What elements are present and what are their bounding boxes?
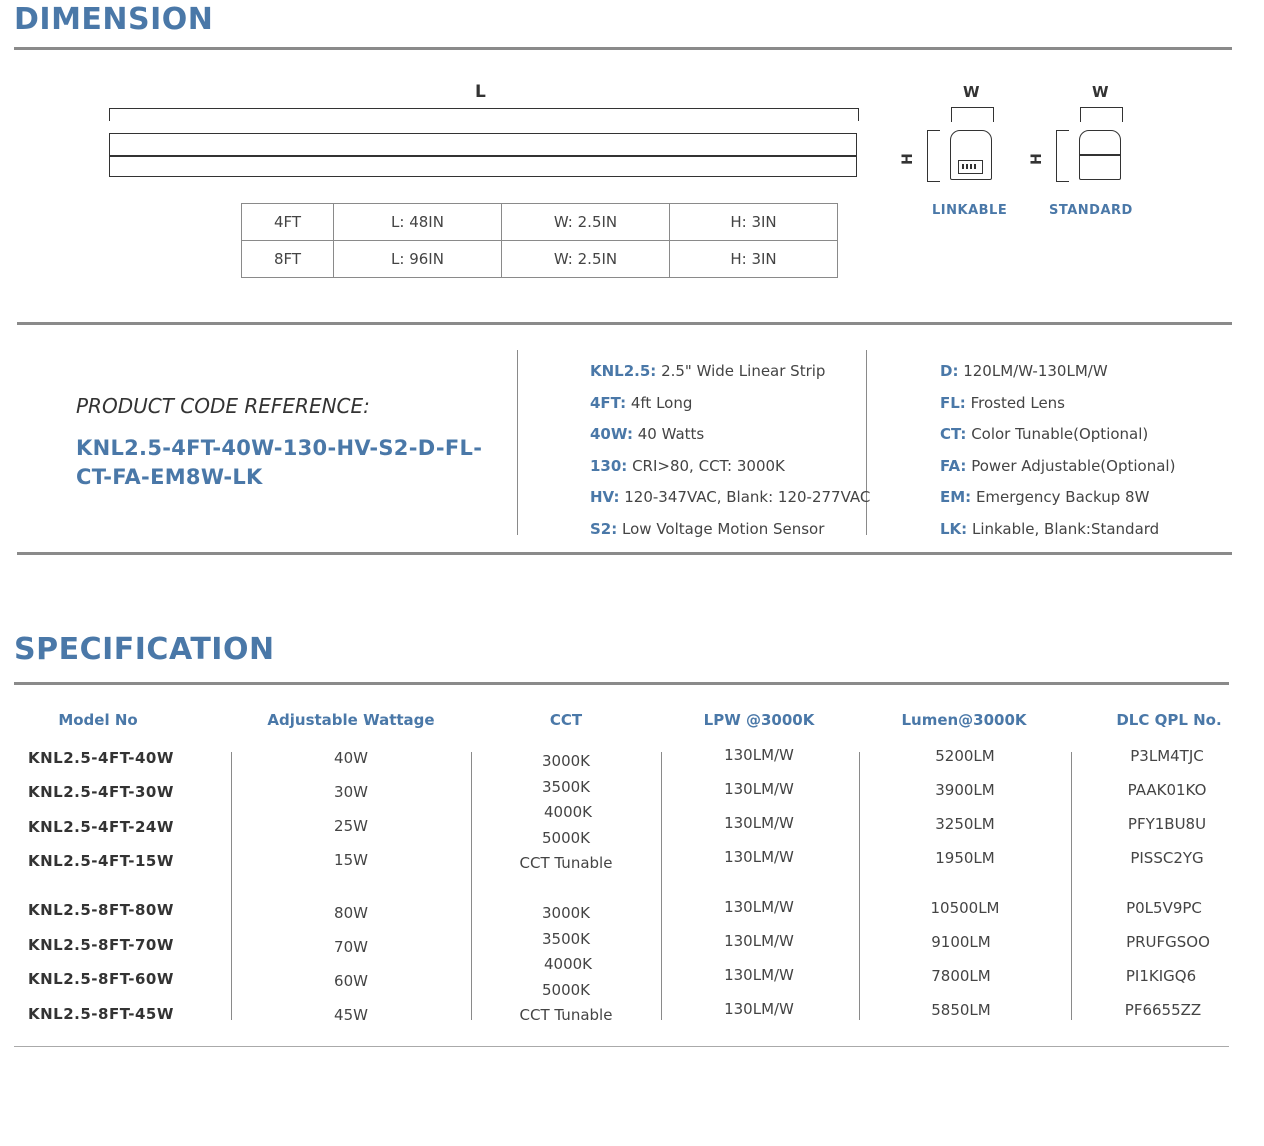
standard-height-bracket	[1056, 130, 1069, 182]
linkable-width-label: W	[963, 83, 980, 101]
header-dlc: DLC QPL No.	[1116, 711, 1222, 729]
cct-value: 3000K	[541, 904, 590, 922]
standard-height-label: H	[1028, 153, 1045, 165]
linkable-width-bracket	[951, 107, 994, 122]
code-line-2: CT-FA-EM8W-LK	[76, 465, 263, 489]
dlc-value: PFY1BU8U	[1127, 815, 1207, 833]
model-no: KNL2.5-8FT-45W	[28, 1005, 174, 1023]
model-no: KNL2.5-8FT-60W	[28, 970, 174, 988]
cct-value: CCT Tunable	[519, 854, 613, 872]
code-item: FA: Power Adjustable(Optional)	[940, 457, 1176, 475]
lumen-value: 7800LM	[931, 967, 991, 985]
code-item: EM: Emergency Backup 8W	[940, 488, 1150, 506]
header-cct: CCT	[549, 711, 583, 729]
fixture-side-view	[109, 133, 857, 177]
lumen-value: 1950LM	[935, 849, 995, 867]
code-item: FL: Frosted Lens	[940, 394, 1065, 412]
size-cell: 4FT	[242, 204, 334, 241]
model-no: KNL2.5-4FT-24W	[28, 818, 174, 836]
cct-value: 3500K	[541, 778, 590, 796]
column-divider	[661, 752, 662, 1020]
header-lpw: LPW @3000K	[703, 711, 815, 729]
code-top-rule	[17, 322, 1232, 325]
dlc-value: PISSC2YG	[1130, 849, 1204, 867]
specification-rule	[14, 682, 1229, 685]
cct-value: 5000K	[541, 829, 590, 847]
dlc-value: PI1KIGQ6	[1125, 967, 1197, 985]
lumen-value: 3250LM	[935, 815, 995, 833]
header-lumen: Lumen@3000K	[901, 711, 1027, 729]
dlc-value: PAAK01KO	[1127, 781, 1207, 799]
linkable-profile-shape	[950, 130, 992, 180]
lpw-value: 130LM/W	[724, 1000, 794, 1018]
cct-value: 5000K	[541, 981, 590, 999]
cct-value: 3500K	[541, 930, 590, 948]
lpw-value: 130LM/W	[724, 746, 794, 764]
code-item: 40W: 40 Watts	[590, 425, 705, 443]
wattage: 60W	[334, 972, 368, 990]
dimension-heading: DIMENSION	[14, 2, 214, 37]
table-row	[242, 204, 838, 241]
code-item: HV: 120-347VAC, Blank: 120-277VAC	[590, 488, 871, 506]
model-no: KNL2.5-4FT-40W	[28, 749, 174, 767]
header-adjustable-wattage: Adjustable Wattage	[267, 711, 435, 729]
wattage: 15W	[334, 851, 368, 869]
lumen-value: 9100LM	[931, 933, 991, 951]
wattage: 80W	[334, 904, 368, 922]
dlc-value: P3LM4TJC	[1130, 747, 1204, 765]
column-divider	[231, 752, 232, 1020]
lumen-value: 3900LM	[935, 781, 995, 799]
width-cell: W: 2.5IN	[502, 204, 670, 241]
cct-value: CCT Tunable	[519, 1006, 613, 1024]
column-divider	[471, 752, 472, 1020]
lpw-value: 130LM/W	[724, 932, 794, 950]
standard-width-label: W	[1092, 83, 1109, 101]
length-label: L	[475, 82, 486, 102]
lpw-value: 130LM/W	[724, 814, 794, 832]
code-item: 130: CRI>80, CCT: 3000K	[590, 457, 785, 475]
code-divider	[517, 350, 518, 535]
specification-heading: SPECIFICATION	[14, 632, 275, 667]
length-cell: L: 96IN	[334, 241, 502, 278]
code-divider	[866, 350, 867, 535]
lpw-value: 130LM/W	[724, 848, 794, 866]
code-line-1: KNL2.5-4FT-40W-130-HV-S2-D-FL-	[76, 436, 483, 460]
height-cell: H: 3IN	[670, 241, 838, 278]
length-bracket	[109, 108, 859, 121]
specification-bottom-rule	[14, 1046, 1229, 1047]
length-cell: L: 48IN	[334, 204, 502, 241]
wattage: 40W	[334, 749, 368, 767]
code-item: D: 120LM/W-130LM/W	[940, 362, 1108, 380]
lpw-value: 130LM/W	[724, 898, 794, 916]
width-cell: W: 2.5IN	[502, 241, 670, 278]
code-item: 4FT: 4ft Long	[590, 394, 693, 412]
column-divider	[859, 752, 860, 1020]
height-cell: H: 3IN	[670, 204, 838, 241]
model-no: KNL2.5-4FT-30W	[28, 783, 174, 801]
cct-value: 4000K	[543, 803, 592, 821]
dimension-table	[241, 203, 838, 278]
lumen-value: 5850LM	[931, 1001, 991, 1019]
model-no: KNL2.5-4FT-15W	[28, 852, 174, 870]
wattage: 45W	[334, 1006, 368, 1024]
lumen-value: 10500LM	[930, 899, 1000, 917]
cct-value: 4000K	[543, 955, 592, 973]
code-item: S2: Low Voltage Motion Sensor	[590, 520, 825, 538]
cct-value: 3000K	[541, 752, 590, 770]
code-item: KNL2.5: 2.5" Wide Linear Strip	[590, 362, 826, 380]
linkable-height-bracket	[927, 130, 940, 182]
standard-label: STANDARD	[1049, 203, 1133, 218]
code-bottom-rule	[17, 552, 1232, 555]
model-no: KNL2.5-8FT-70W	[28, 936, 174, 954]
code-reference-title: PRODUCT CODE REFERENCE:	[76, 394, 370, 418]
code-item: LK: Linkable, Blank:Standard	[940, 520, 1160, 538]
linkable-height-label: H	[899, 153, 916, 165]
lumen-value: 5200LM	[935, 747, 995, 765]
column-divider	[1071, 752, 1072, 1020]
linkable-label: LINKABLE	[932, 203, 1008, 218]
model-no: KNL2.5-8FT-80W	[28, 901, 174, 919]
lpw-value: 130LM/W	[724, 966, 794, 984]
wattage: 70W	[334, 938, 368, 956]
standard-width-bracket	[1080, 107, 1123, 122]
wattage: 30W	[334, 783, 368, 801]
standard-profile-shape	[1079, 130, 1121, 180]
dlc-value: PF6655ZZ	[1124, 1001, 1202, 1019]
connector-icon	[958, 160, 983, 174]
lpw-value: 130LM/W	[724, 780, 794, 798]
dlc-value: PRUFGSOO	[1126, 933, 1210, 951]
dimension-rule	[14, 47, 1232, 50]
wattage: 25W	[334, 817, 368, 835]
dlc-value: P0L5V9PC	[1126, 899, 1202, 917]
table-row	[242, 241, 838, 278]
code-item: CT: Color Tunable(Optional)	[940, 425, 1149, 443]
size-cell: 8FT	[242, 241, 334, 278]
header-model-no: Model No	[58, 711, 138, 729]
